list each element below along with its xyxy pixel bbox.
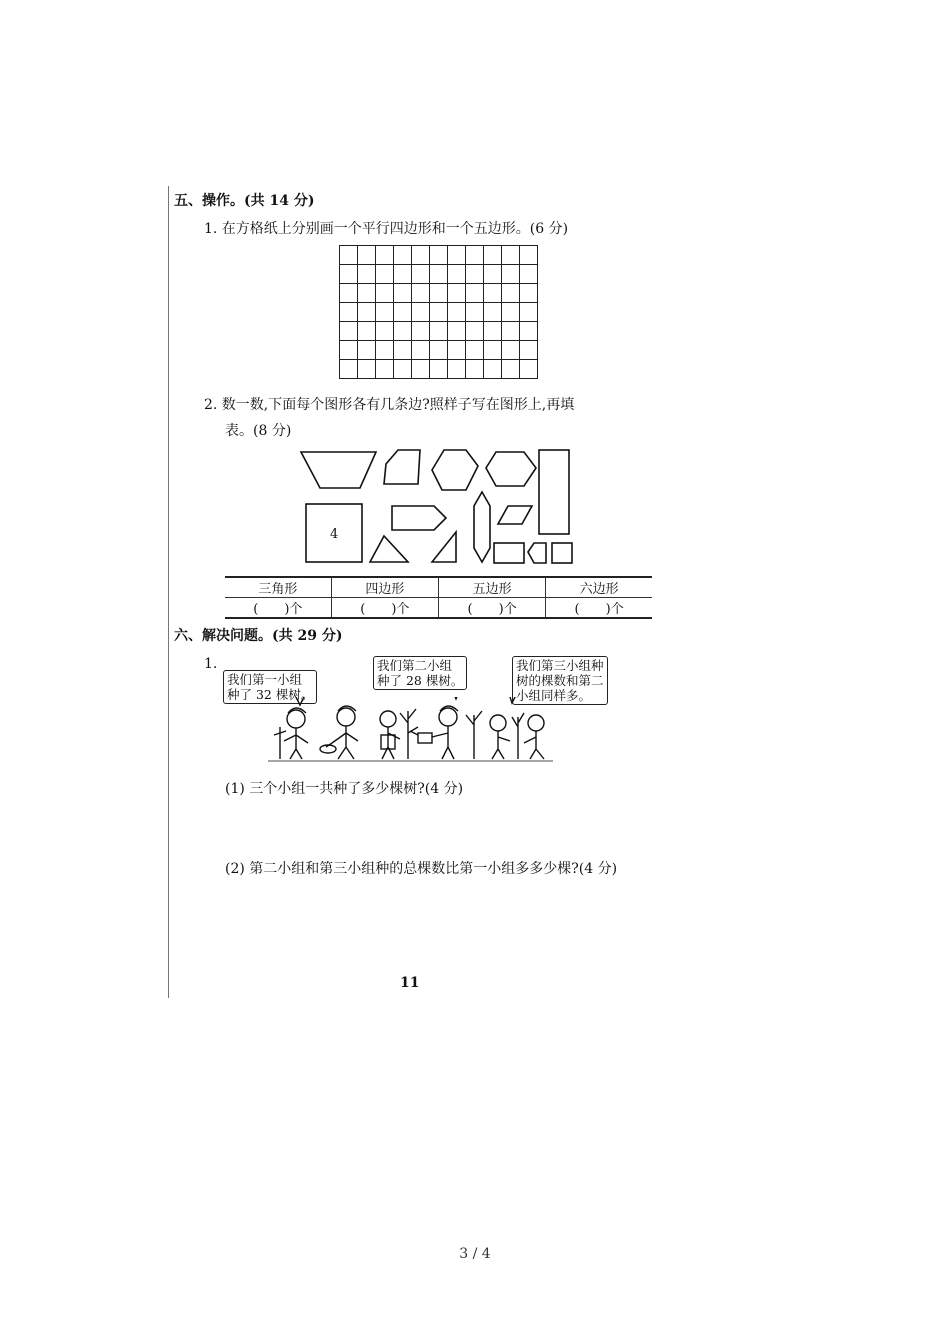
header-triangle: 三角形	[225, 577, 331, 598]
grid-cell[interactable]	[520, 303, 538, 322]
header-hexagon: 六边形	[546, 577, 652, 598]
grid-cell[interactable]	[394, 246, 412, 265]
bubble2-line1: 我们第二小组	[377, 658, 453, 673]
bubble3-line2: 树的棵数和第二	[516, 673, 604, 688]
grid-cell[interactable]	[394, 284, 412, 303]
grid-cell[interactable]	[358, 246, 376, 265]
page-footer: 3 / 4	[459, 1246, 491, 1262]
grid-cell[interactable]	[448, 265, 466, 284]
children-planting-trees-illustration	[268, 697, 558, 763]
grid-cell[interactable]	[394, 303, 412, 322]
answer-hexagon[interactable]: ( )个	[546, 598, 652, 619]
grid-row	[340, 303, 538, 322]
margin-line	[168, 186, 169, 998]
shape-square-small	[552, 543, 572, 563]
grid-cell[interactable]	[412, 284, 430, 303]
grid-cell[interactable]	[358, 322, 376, 341]
grid-cell[interactable]	[502, 360, 520, 379]
grid-cell[interactable]	[376, 303, 394, 322]
shape-pentagon-1	[301, 452, 376, 488]
grid-cell[interactable]	[466, 341, 484, 360]
grid-cell[interactable]	[484, 246, 502, 265]
header-pentagon: 五边形	[438, 577, 545, 598]
grid-cell[interactable]	[394, 322, 412, 341]
speech-bubble-group2	[373, 656, 467, 690]
answer-quadrilateral[interactable]: ( )个	[331, 598, 438, 619]
grid-cell[interactable]	[502, 246, 520, 265]
grid-cell[interactable]	[358, 360, 376, 379]
grid-cell[interactable]	[448, 341, 466, 360]
grid-cell[interactable]	[394, 360, 412, 379]
grid-cell[interactable]	[520, 360, 538, 379]
shape-hexagon-tall	[474, 492, 490, 562]
grid-row	[340, 360, 538, 379]
grid-cell[interactable]	[340, 246, 358, 265]
shape-rectangle-tall	[539, 450, 569, 534]
grid-cell[interactable]	[430, 246, 448, 265]
grid-cell[interactable]	[358, 341, 376, 360]
grid-cell[interactable]	[340, 265, 358, 284]
grid-cell[interactable]	[448, 322, 466, 341]
grid-cell[interactable]	[430, 265, 448, 284]
sub-question-1: (1) 三个小组一共种了多少棵树?(4 分)	[225, 781, 464, 797]
grid-cell[interactable]	[412, 246, 430, 265]
shape-rectangle-small	[494, 543, 524, 563]
shape-pentagon-arrow	[392, 506, 446, 530]
grid-cell[interactable]	[520, 322, 538, 341]
grid-cell[interactable]	[340, 303, 358, 322]
grid-cell[interactable]	[484, 341, 502, 360]
grid-cell[interactable]	[520, 284, 538, 303]
section6-title: 六、解决问题。(共 29 分)	[174, 628, 343, 644]
grid-cell[interactable]	[502, 303, 520, 322]
grid-cell[interactable]	[412, 322, 430, 341]
grid-cell[interactable]	[466, 322, 484, 341]
question-1-text: 1. 在方格纸上分别画一个平行四边形和一个五边形。(6 分)	[204, 221, 569, 237]
grid-cell[interactable]	[448, 360, 466, 379]
grid-row	[340, 265, 538, 284]
grid-row	[340, 284, 538, 303]
printed-page-number: 11	[400, 975, 420, 991]
grid-row	[340, 246, 538, 265]
section5-title: 五、操作。(共 14 分)	[174, 193, 315, 209]
grid-cell[interactable]	[358, 284, 376, 303]
shape-pentagon-2	[384, 450, 420, 484]
shape-pentagon-small	[528, 543, 546, 563]
grid-cell[interactable]	[466, 360, 484, 379]
grid-cell[interactable]	[466, 265, 484, 284]
grid-cell[interactable]	[484, 284, 502, 303]
graph-paper-grid	[339, 245, 538, 379]
shape-hexagon-2	[486, 452, 536, 486]
question-2-text-line1: 2. 数一数,下面每个图形各有几条边?照样子写在图形上,再填	[204, 397, 575, 413]
grid-cell[interactable]	[448, 284, 466, 303]
header-quadrilateral: 四边形	[331, 577, 438, 598]
question-number: 1.	[204, 656, 218, 672]
grid-cell[interactable]	[376, 284, 394, 303]
grid-cell[interactable]	[412, 303, 430, 322]
grid-cell[interactable]	[376, 360, 394, 379]
example-side-count: 4	[330, 527, 339, 542]
grid-row	[340, 322, 538, 341]
grid-cell[interactable]	[502, 341, 520, 360]
grid-cell[interactable]	[484, 360, 502, 379]
grid-cell[interactable]	[466, 303, 484, 322]
grid-cell[interactable]	[520, 341, 538, 360]
bubble3-line3: 小组同样多。	[516, 688, 592, 703]
grid-cell[interactable]	[520, 265, 538, 284]
bubble3-line1: 我们第三小组种	[516, 658, 604, 673]
grid-cell[interactable]	[340, 284, 358, 303]
sub-question-2: (2) 第二小组和第三小组种的总棵数比第一小组多多少棵?(4 分)	[225, 861, 618, 877]
shape-triangle-1	[370, 536, 408, 562]
grid-cell[interactable]	[466, 284, 484, 303]
shape-triangle-2	[432, 532, 456, 562]
grid-cell[interactable]	[340, 360, 358, 379]
grid-cell[interactable]	[448, 303, 466, 322]
grid-row	[340, 341, 538, 360]
grid-cell[interactable]	[520, 246, 538, 265]
grid-cell[interactable]	[358, 303, 376, 322]
grid-cell[interactable]	[412, 360, 430, 379]
grid-cell[interactable]	[412, 265, 430, 284]
grid-cell[interactable]	[430, 284, 448, 303]
grid-cell[interactable]	[430, 303, 448, 322]
grid-cell[interactable]	[340, 341, 358, 360]
grid-cell[interactable]	[484, 322, 502, 341]
grid-cell[interactable]	[376, 265, 394, 284]
grid-cell[interactable]	[502, 322, 520, 341]
grid-cell[interactable]	[412, 341, 430, 360]
grid-cell[interactable]	[394, 341, 412, 360]
grid-cell[interactable]	[376, 322, 394, 341]
shape-parallelogram	[498, 506, 532, 524]
grid-cell[interactable]	[340, 322, 358, 341]
grid-cell[interactable]	[430, 341, 448, 360]
polygon-shapes	[296, 444, 586, 572]
grid-cell[interactable]	[376, 246, 394, 265]
grid-cell[interactable]	[376, 341, 394, 360]
answer-pentagon[interactable]: ( )个	[438, 598, 545, 619]
grid-cell[interactable]	[430, 360, 448, 379]
grid-cell[interactable]	[430, 322, 448, 341]
grid-cell[interactable]	[394, 265, 412, 284]
bubble2-line2: 种了 28 棵树。	[377, 673, 464, 688]
grid-cell[interactable]	[502, 284, 520, 303]
bubble1-line2: 种了 32 棵树。	[227, 687, 314, 702]
question-2-text-line2: 表。(8 分)	[225, 423, 292, 439]
shape-hexagon-1	[432, 450, 478, 490]
grid-cell[interactable]	[484, 303, 502, 322]
grid-cell[interactable]	[502, 265, 520, 284]
bubble1-line1: 我们第一小组	[227, 672, 303, 687]
answer-triangle[interactable]: ( )个	[225, 598, 331, 619]
grid-cell[interactable]	[466, 246, 484, 265]
grid-cell[interactable]	[484, 265, 502, 284]
grid-cell[interactable]	[448, 246, 466, 265]
grid-cell[interactable]	[358, 265, 376, 284]
side-count-table	[225, 576, 652, 619]
